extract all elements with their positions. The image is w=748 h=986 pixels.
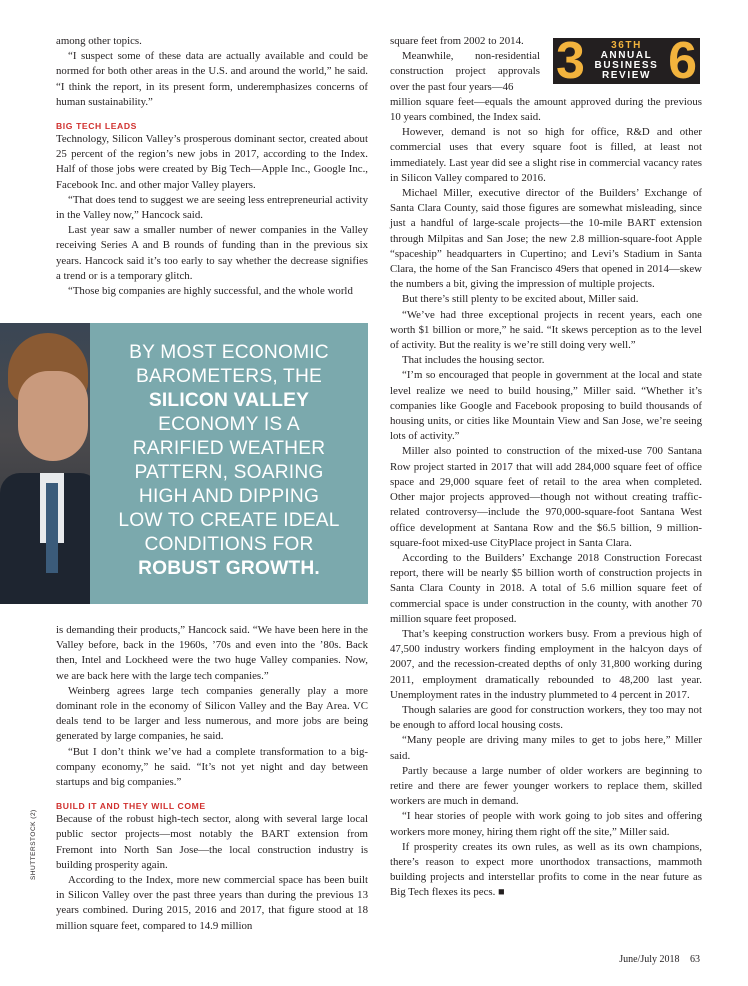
section-heading: BIG TECH LEADS [56,121,137,132]
pull-quote-line-bold: ROBUST GROWTH. [138,558,320,579]
paragraph: But there’s still plenty to be excited about, Miller said. [402,293,639,306]
paragraph: “We’ve had three exceptional projects in recent years, each one worth $1 billion or more,” he said. “It skews perception as to the level of activity. But the reality is we’re still doing very well.” [390,308,702,352]
paragraph: Michael Miller, executive director of the Builders’ Exchange of Santa Clara County, said those figures are somewhat misleading, since just a handful of large-scale projects—the 10-mile BART extension through Milpitas and San Jose; the new 2.8 million-square-foot Apple “spaceship” headquarters in Cupertino; and Levi’s Stadium in Santa Clara, the home of the San Francisco 49ers that opened in 2014—skew the numbers a bit, giving the impression of multiple projects. [390,187,702,291]
paragraph: According to the Builders’ Exchange 2018 Construction Forecast report, there will be nearly $5 billion worth of construction projects in Santa Clara County in 2018. A total of 5.6 million square feet of commercial space is under construction in the county, with another 70 million square feet proposed. [390,551,702,625]
photo-person-tie [46,483,58,573]
pull-quote-line: HIGH AND DIPPING [138,486,320,507]
paragraph: million square feet—equals the amount approved during the previous 10 years combined, the Index said. [390,95,702,124]
article-column-left-bottom [56,623,368,934]
photo-person-face [18,371,88,461]
pull-quote-line: PATTERN, SOARING [134,462,324,483]
paragraph: Because of the robust high-tech sector, along with several large local public sector projects—most notably the BART extension from Fremont into North San Jose—the local construction industry is building prosperity again. [56,813,368,871]
paragraph: Meanwhile, non-residential construction project approvals over the past four years—46 [390,50,540,93]
paragraph: However, demand is not so high for office, R&D and other commercial uses that every square foot is filled, at least not immediately. Last year did see a slight rise in commercial vacancy rates in Silicon Valley compared to 2016. [390,126,702,184]
paragraph: According to the Index, more new commercial space has been built in Silicon Valley over the past three years than during the previous 13 years combined. During 2015, 2016 and 2017, that figure stood at 18 million square feet, compared to 14.9 million [56,874,368,932]
page-footer [611,954,700,965]
issue-date: June/July 2018 [619,954,680,965]
pull-quote-line: BY MOST ECONOMIC [129,342,329,363]
paragraph: is demanding their products,” Hancock said. “We have been here in the Valley before, back in the 1960s, ’70s and even into the ’80s. Back then, Intel and Lockheed were the two huge Valley companies. Now, we are back here with the large tech companies.” [56,624,368,682]
paragraph: Technology, Silicon Valley’s prosperous dominant sector, created about 25 percent of the region’s new jobs in 2017, according to the Index. Half of those jobs were created by Big Tech—Apple Inc., Google Inc., Facebook Inc. and other major Valley players. [56,133,368,191]
paragraph: “I hear stories of people with work going to job sites and offering workers more money, hiring them right off the site,” Miller said. [390,810,702,838]
paragraph: “But I don’t think we’ve had a complete transformation to a big-company economy,” he said. “It’s not yet night and day between startups and big companies.” [56,745,368,789]
badge-line: ANNUAL [600,50,653,61]
section-heading: BUILD IT AND THEY WILL COME [56,801,206,812]
pull-quote-line: BAROMETERS, THE [135,366,323,387]
paragraph: Partly because a large number of older workers are beginning to retire and there are fewer younger workers to replace them, skilled workers are much in demand. [390,764,702,808]
pull-quote-line-bold: SILICON VALLEY [148,390,310,411]
paragraph: “That does tend to suggest we are seeing less entrepreneurial activity in the Valley now,” Hancock said. [56,193,368,222]
badge-number-right: 6 [668,38,697,84]
paragraph: That’s keeping construction workers busy. From a previous high of 47,500 industry workers finding employment in the halcyon days of 2007, and the recession-created depths of only 31,800 working during 2011, employment dramatically rebounded to 48,200 last year. Unemployment rates in the industry plummeted to 4 percent in 2017. [390,627,702,701]
paragraph: That includes the housing sector. [402,354,545,367]
article-column-right [390,34,702,901]
paragraph: Though salaries are good for construction workers, they too may not be enough to afford local housing costs. [390,703,702,732]
paragraph: “Many people are driving many miles to get to jobs here,” Miller said. [390,734,702,762]
pull-quote-line: RARIFIED WEATHER [132,438,326,459]
paragraph: Weinberg agrees large tech companies generally play a more dominant role in the economy of Silicon Valley and the Bay Area. VC deals tend to be larger and less numerous, and more jobs are being generated by large companies, he said. [56,684,368,743]
paragraph: Last year saw a smaller number of newer companies in the Valley receiving Series A and B rounds of funding than in the previous six years. Hancock said it’s too early to say whether the decrease signifies a trend or is a temporary glitch. [56,224,368,282]
paragraph: square feet from 2002 to 2014. [390,35,524,47]
photo-credit: SHUTTERSTOCK (2) [30,809,37,880]
article-column-left-top [56,34,368,299]
pull-quote-line: LOW TO CREATE IDEAL [118,510,340,531]
paragraph: If prosperity creates its own rules, as well as its own champions, there’s reason to expect more unorthodox transactions, mammoth building projects and interstellar profits to come in the near future as Big Tech flexes its pecs. ■ [390,840,702,899]
pull-quote [90,323,368,604]
paragraph: “I suspect some of these data are actually available and could be normed for both other areas in the U.S. and around the world,” he said. “I think the report, in its present form, underemphasizes concerns of human sustainability.” [56,50,368,108]
pull-quote-line: ECONOMY IS A [158,414,300,435]
paragraph: among other topics. [56,35,142,47]
badge-line: BUSINESS [594,60,659,71]
page-number: 63 [690,954,700,965]
badge-number-left: 3 [556,38,585,84]
badge-line: 36TH [611,40,642,51]
pull-quote-line: CONDITIONS FOR [144,534,314,555]
paragraph: Miller also pointed to construction of the mixed-use 700 Santana Row project started in 2017 that will add 284,000 square feet of office space and 29,000 square feet of retail to the area when completed. Other major projects approved—though not without creating traffic-related controversy—include the 970,000-square-foot Santana West office development at Santana Row and the $6.5 billion, 9 million-square-foot mixed-use CityPlace project in Santa Clara. [390,445,702,549]
paragraph: “Those big companies are highly successful, and the whole world [68,285,353,298]
badge-line: REVIEW [601,70,652,81]
paragraph: “I’m so encouraged that people in government at the local and state level realize we need to build housing,” Miller said. “Whether it’s companies like Google and Facebook proposing to build thousands of housing units, or cities like Mountain View and San Jose, we’re seeing lots of activity.” [390,369,702,443]
